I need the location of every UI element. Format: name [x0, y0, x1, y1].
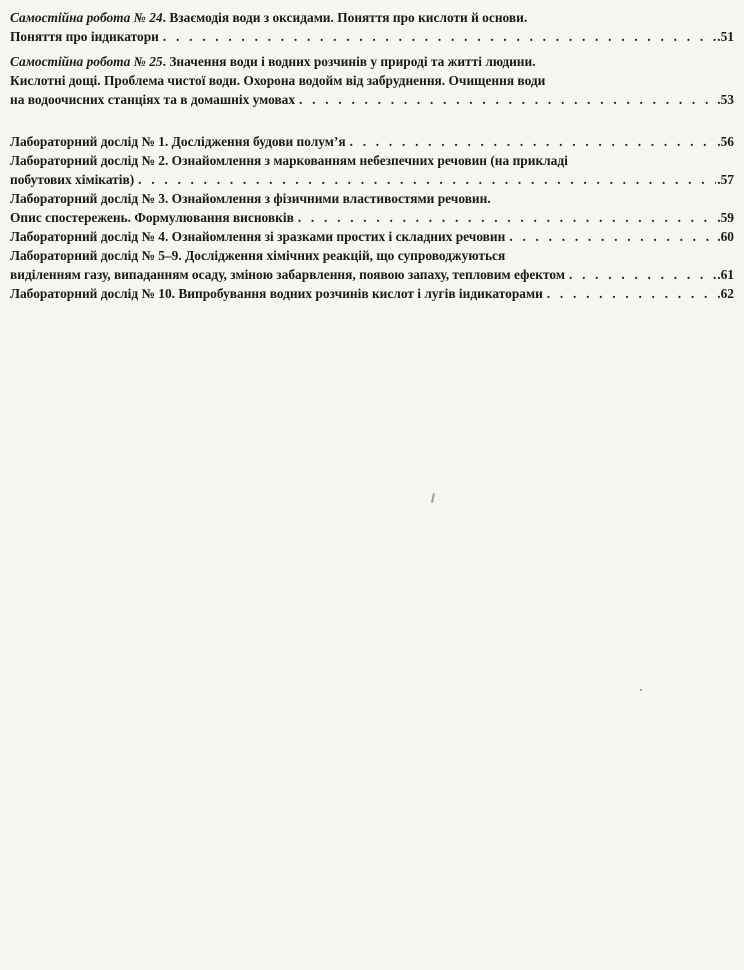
toc-entry-line-rest: . Взаємодія води з оксидами. Поняття про кислоти й основи.	[162, 10, 528, 25]
toc-entry-last-line	[10, 284, 734, 303]
toc-entry-lead: Самостійна робота № 24	[10, 10, 163, 25]
table-of-contents	[10, 8, 734, 303]
toc-entry-last-line	[10, 227, 734, 246]
dot-leader	[346, 132, 717, 151]
toc-page-number: .53	[717, 92, 734, 107]
toc-entry-text: Лабораторний дослід № 1. Дослідження будови полум’я	[10, 134, 346, 149]
scan-speck	[431, 493, 435, 503]
toc-entry-line-rest: . Значення води і водних розчинів у природі та житті людини.	[162, 54, 536, 69]
toc-entry-line: Кислотні дощі. Проблема чистої води. Охорона водойм від забруднення. Очищення води	[10, 73, 546, 88]
toc-entry-lab-1	[10, 132, 734, 151]
toc-entry-text: Поняття про індикатори	[10, 29, 159, 44]
toc-entry-independent-work-25	[10, 52, 734, 109]
toc-entry-text: Лабораторний дослід № 10. Випробування водних розчинів кислот і лугів індикаторами	[10, 286, 543, 301]
toc-entry-last-line	[10, 27, 734, 46]
toc-entry-last-line	[10, 170, 734, 189]
toc-entry-last-line	[10, 132, 734, 151]
toc-entry-text: Лабораторний дослід № 4. Ознайомлення зі зразками простих і складних речовин	[10, 229, 506, 244]
toc-entry-lab-2	[10, 151, 734, 189]
toc-entry-independent-work-24	[10, 8, 734, 46]
toc-page-number: .51	[717, 29, 734, 44]
toc-page-number: .60	[717, 229, 734, 244]
toc-page-number: .57	[717, 172, 734, 187]
toc-entry-line: Лабораторний дослід № 2. Ознайомлення з маркованням небезпечних речовин (на прикладі	[10, 153, 568, 168]
dot-leader	[295, 90, 716, 109]
toc-page-number: .59	[717, 210, 734, 225]
toc-entry-text: виділенням газу, випаданням осаду, зміною забарвлення, появою запаху, тепловим ефектом	[10, 267, 565, 282]
dot-leader	[543, 284, 716, 303]
toc-entry-text: Опис спостережень. Формулювання висновків	[10, 210, 294, 225]
dot-leader	[134, 170, 716, 189]
toc-entry-lab-10	[10, 284, 734, 303]
toc-entry-lab-3	[10, 189, 734, 227]
toc-page-number: .62	[717, 286, 734, 301]
toc-entry-lab-5-9	[10, 246, 734, 284]
toc-entry-text: побутових хімікатів)	[10, 172, 135, 187]
dot-leader	[294, 208, 716, 227]
toc-entry-last-line	[10, 265, 734, 284]
toc-entry-lab-4	[10, 227, 734, 246]
toc-entry-last-line	[10, 208, 734, 227]
dot-leader	[565, 265, 716, 284]
dot-leader	[159, 27, 716, 46]
scan-speck	[640, 689, 642, 691]
toc-entry-line: Лабораторний дослід № 5–9. Дослідження хімічних реакцій, що супроводжуються	[10, 248, 506, 263]
toc-page-number: .56	[717, 134, 734, 149]
toc-entry-lead: Самостійна робота № 25	[10, 54, 163, 69]
toc-entry-line	[10, 52, 734, 71]
toc-entry-line	[10, 8, 734, 27]
toc-entry-text: на водоочисних станціях та в домашніх умовах	[10, 92, 296, 107]
toc-page-number: .61	[717, 267, 734, 282]
toc-entry-line: Лабораторний дослід № 3. Ознайомлення з фізичними властивостями речовин.	[10, 191, 491, 206]
dot-leader	[505, 227, 716, 246]
toc-entry-last-line	[10, 90, 734, 109]
